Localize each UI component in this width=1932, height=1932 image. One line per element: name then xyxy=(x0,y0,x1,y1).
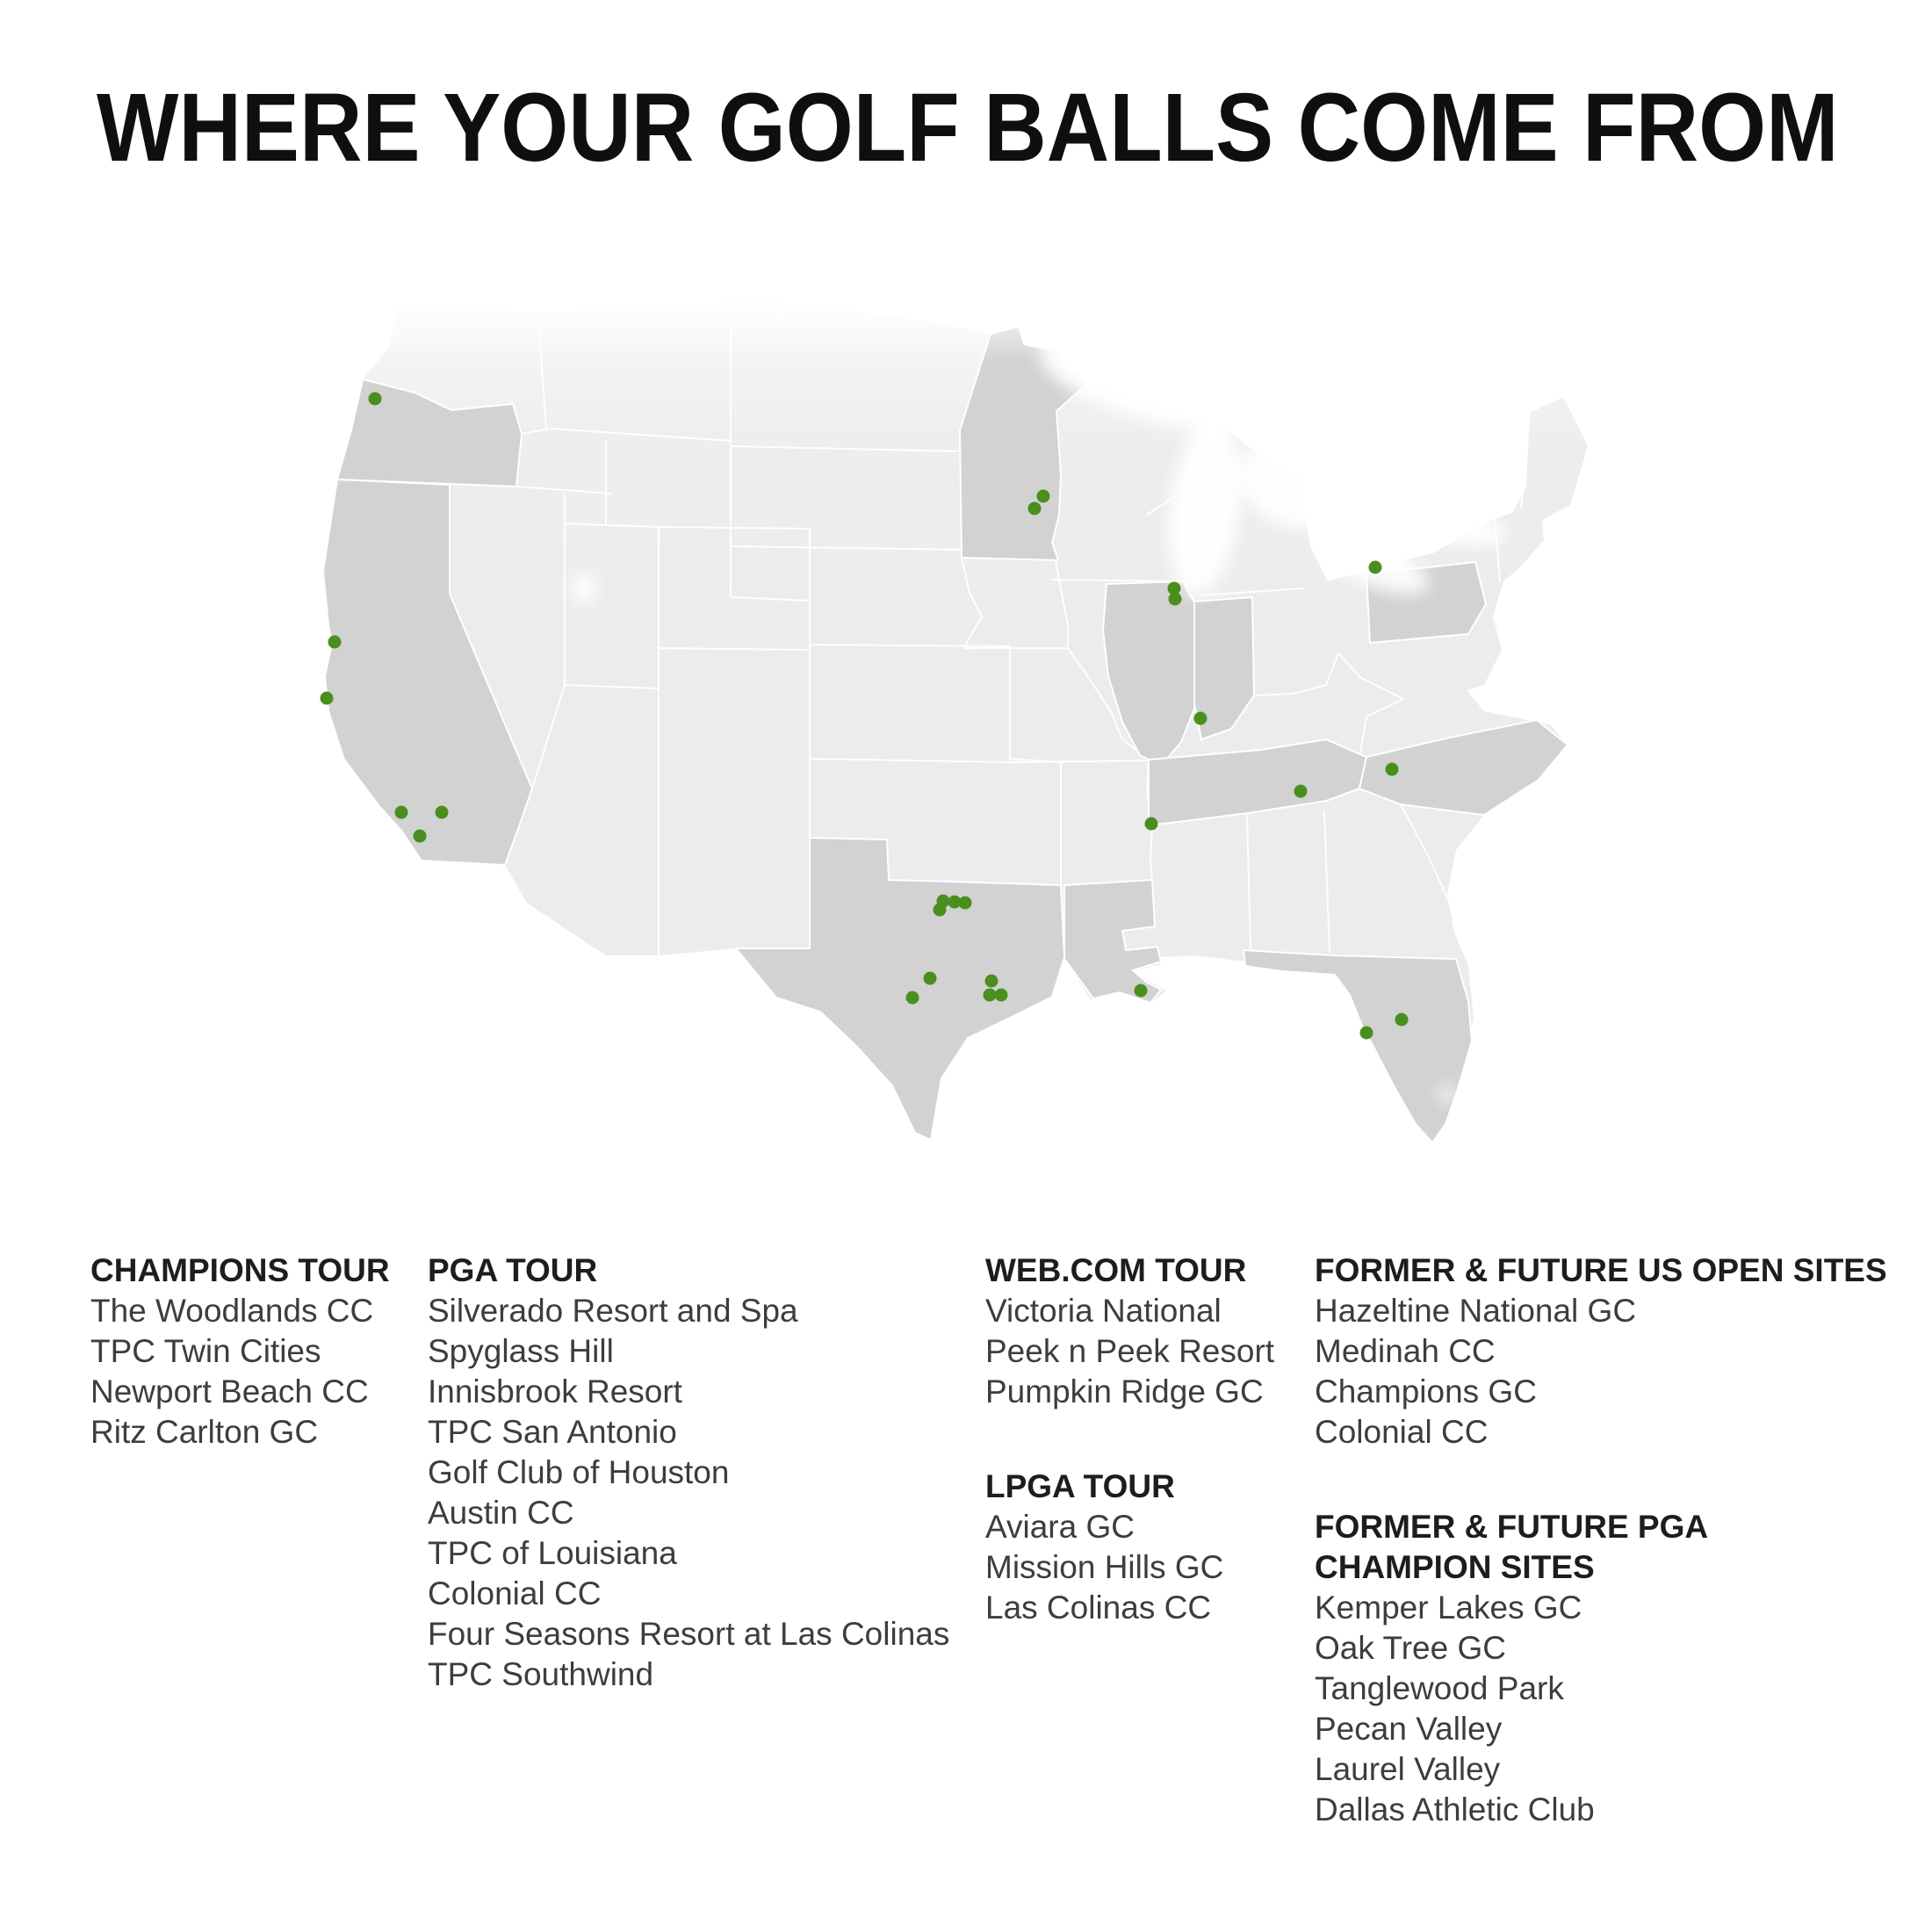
map-dot-napa xyxy=(328,636,342,649)
legend-section-header: FORMER & FUTURE PGA CHAMPION SITES xyxy=(1315,1509,1709,1585)
legend-section xyxy=(985,1467,1274,1628)
map-dot-north-carolina xyxy=(1386,763,1399,776)
legend-item: TPC of Louisiana xyxy=(428,1535,677,1571)
map-dot-aviara-san-diego xyxy=(414,830,427,843)
legend-item: Kemper Lakes GC xyxy=(1315,1590,1582,1626)
legend-item: TPC Southwind xyxy=(428,1656,654,1692)
legend-section xyxy=(90,1251,390,1453)
legend-column-pga-tour xyxy=(428,1251,949,1695)
legend-item: TPC San Antonio xyxy=(428,1414,677,1450)
legend-item: Ritz Carlton GC xyxy=(90,1414,319,1450)
legend-item: Golf Club of Houston xyxy=(428,1454,730,1490)
legend-section xyxy=(985,1251,1274,1412)
legend-item: Pumpkin Ridge GC xyxy=(985,1373,1264,1409)
legend-item: Laurel Valley xyxy=(1315,1751,1501,1787)
legend-item: Las Colinas CC xyxy=(985,1590,1212,1626)
map-dot-houston-1 xyxy=(985,975,998,988)
legend-item: Tanglewood Park xyxy=(1315,1670,1564,1706)
north-fade xyxy=(316,299,1590,364)
map-dot-tennessee-east xyxy=(1294,785,1308,798)
map-dot-monterey xyxy=(321,692,334,705)
legend-item: Silverado Resort and Spa xyxy=(428,1293,798,1329)
legend-item: Colonial CC xyxy=(1315,1414,1489,1450)
map-dot-austin xyxy=(924,972,937,985)
legend-item: Innisbrook Resort xyxy=(428,1373,682,1409)
map-dot-new-orleans xyxy=(1135,984,1148,998)
map-dot-chicago-2 xyxy=(1169,593,1182,606)
legend-item: TPC Twin Cities xyxy=(90,1333,321,1369)
map-dot-dallas-3 xyxy=(959,897,972,910)
map-dot-florida-orlando xyxy=(1395,1013,1409,1027)
legend-section-header: PGA TOUR xyxy=(428,1252,598,1288)
legend-column-webcom-lpga xyxy=(985,1251,1274,1628)
legend-section-header: FORMER & FUTURE US OPEN SITES xyxy=(1315,1252,1887,1288)
legend-item: The Woodlands CC xyxy=(90,1293,374,1329)
legend-item: Newport Beach CC xyxy=(90,1373,369,1409)
us-map-svg xyxy=(316,299,1590,1177)
legend-item: Medinah CC xyxy=(1315,1333,1496,1369)
legend-item: Pecan Valley xyxy=(1315,1711,1503,1747)
map-dot-oregon-portland xyxy=(369,393,382,406)
state-florida xyxy=(1244,950,1472,1143)
map-dot-san-antonio xyxy=(906,991,919,1005)
legend-section-header: WEB.COM TOUR xyxy=(985,1252,1247,1288)
legend-item: Victoria National xyxy=(985,1293,1222,1329)
map-dot-mission-hills xyxy=(436,806,449,819)
legend-item: Champions GC xyxy=(1315,1373,1537,1409)
map-dot-memphis xyxy=(1145,818,1158,831)
legend-section xyxy=(1315,1507,1887,1830)
legend-item: Oak Tree GC xyxy=(1315,1630,1506,1666)
legend-item: Four Seasons Resort at Las Colinas xyxy=(428,1616,950,1652)
legend-item: Aviara GC xyxy=(985,1509,1135,1545)
map-dot-dallas-4 xyxy=(934,904,947,917)
legend-item: Austin CC xyxy=(428,1495,574,1531)
legend-section-header: CHAMPIONS TOUR xyxy=(90,1252,390,1288)
map-dot-minnesota-2 xyxy=(1028,502,1042,515)
legend-section-header: LPGA TOUR xyxy=(985,1468,1175,1504)
legend-section xyxy=(428,1251,949,1695)
map-dot-peek-n-peek xyxy=(1369,561,1382,574)
map-dot-indiana-south xyxy=(1194,712,1208,725)
legend-item: Mission Hills GC xyxy=(985,1549,1224,1585)
page-title: WHERE YOUR GOLF BALLS COME FROM xyxy=(97,74,1839,182)
legend-item: Dallas Athletic Club xyxy=(1315,1791,1595,1827)
legend-item: Hazeltine National GC xyxy=(1315,1293,1637,1329)
legend-column-champions-tour xyxy=(90,1251,390,1453)
legend-item: Colonial CC xyxy=(428,1575,602,1611)
legend-section xyxy=(1315,1251,1887,1453)
map-dot-houston-2 xyxy=(984,989,997,1002)
map-dot-florida-tampa xyxy=(1360,1027,1373,1040)
legend-column-us-open-pga-sites xyxy=(1315,1251,1887,1830)
us-map xyxy=(316,299,1590,1177)
legend-item: Peek n Peek Resort xyxy=(985,1333,1275,1369)
legend-item: Spyglass Hill xyxy=(428,1333,614,1369)
map-dot-newport-beach xyxy=(395,806,408,819)
map-dot-minnesota-1 xyxy=(1037,490,1050,503)
map-dot-houston-3 xyxy=(995,989,1008,1002)
